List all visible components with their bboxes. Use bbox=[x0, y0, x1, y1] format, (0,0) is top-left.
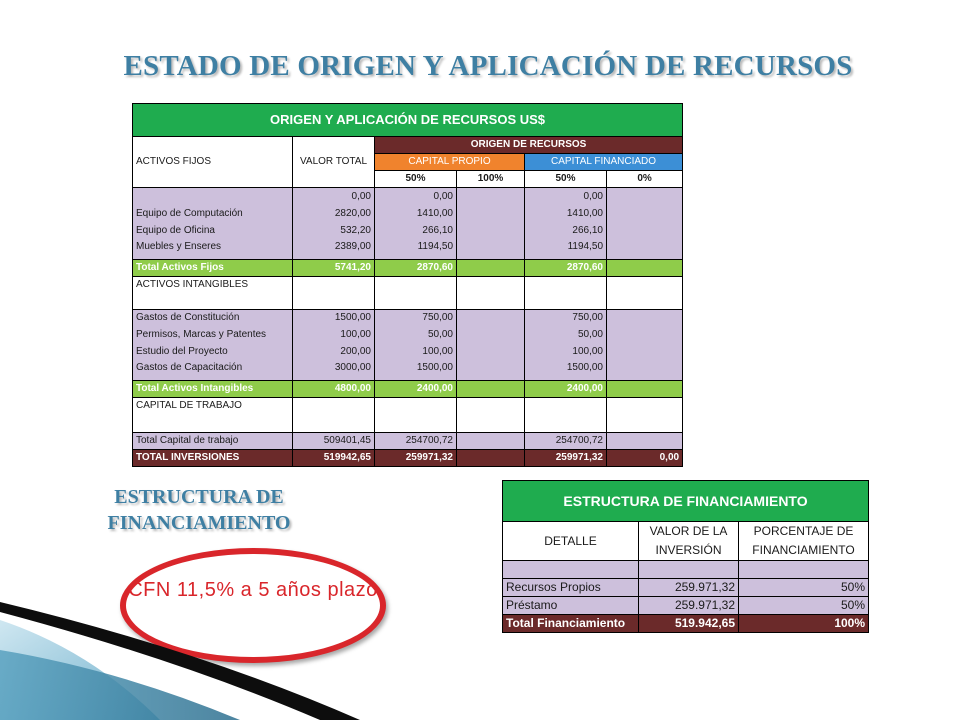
pct-financiado-0: 0% bbox=[607, 171, 683, 188]
total-activos-intangibles-valor: 4800,00 bbox=[293, 381, 375, 398]
activos-fijos-financiado: 0,00 1410,00 266,10 1194,50 bbox=[525, 188, 607, 260]
fin-row-porcentaje: 50% bbox=[739, 597, 869, 615]
total-activos-intangibles-financiado: 2400,00 bbox=[525, 381, 607, 398]
empty-cell bbox=[525, 277, 607, 310]
empty-cell bbox=[607, 277, 683, 310]
header-valor-total: VALOR TOTAL bbox=[293, 137, 375, 188]
empty-cell bbox=[457, 433, 525, 450]
activos-fijos-propio: 0,00 1410,00 266,10 1194,50 bbox=[375, 188, 457, 260]
capital-trabajo-header: CAPITAL DE TRABAJO bbox=[133, 398, 293, 433]
fin-row-valor: 259.971,32 bbox=[639, 579, 739, 597]
total-activos-fijos-label: Total Activos Fijos bbox=[133, 260, 293, 277]
fin-total-detalle: Total Financiamiento bbox=[503, 615, 639, 633]
total-inversiones-label: TOTAL INVERSIONES bbox=[133, 450, 293, 467]
empty-cell bbox=[293, 398, 375, 433]
activos-intangibles-header: ACTIVOS INTANGIBLES bbox=[133, 277, 293, 310]
activos-intangibles-valor: 1500,00 100,00 200,00 3000,00 bbox=[293, 310, 375, 381]
activos-intangibles-propio: 750,00 50,00 100,00 1500,00 bbox=[375, 310, 457, 381]
fin-row-valor: 259.971,32 bbox=[639, 597, 739, 615]
total-activos-intangibles-propio: 2400,00 bbox=[375, 381, 457, 398]
header-capital-propio: CAPITAL PROPIO bbox=[375, 154, 525, 171]
fin-header-valor: VALOR DE LA INVERSIÓN bbox=[639, 522, 739, 561]
empty-cell bbox=[457, 277, 525, 310]
pct-propio-100: 100% bbox=[457, 171, 525, 188]
corner-decoration bbox=[0, 590, 380, 720]
total-activos-fijos-financiado: 2870,60 bbox=[525, 260, 607, 277]
total-capital-trabajo-valor: 509401,45 bbox=[293, 433, 375, 450]
empty-cell bbox=[525, 398, 607, 433]
empty-cell bbox=[639, 561, 739, 579]
header-origen-recursos: ORIGEN DE RECURSOS bbox=[375, 137, 683, 154]
total-capital-trabajo-propio: 254700,72 bbox=[375, 433, 457, 450]
empty-cell bbox=[607, 381, 683, 398]
total-capital-trabajo-financiado: 254700,72 bbox=[525, 433, 607, 450]
empty-cell bbox=[293, 277, 375, 310]
table-row bbox=[503, 579, 869, 597]
fin-row-detalle: Préstamo bbox=[503, 597, 639, 615]
fin-row-detalle: Recursos Propios bbox=[503, 579, 639, 597]
total-inversiones-valor: 519942,65 bbox=[293, 450, 375, 467]
table-title: ORIGEN Y APLICACIÓN DE RECURSOS US$ bbox=[133, 104, 683, 137]
fin-total-valor: 519.942,65 bbox=[639, 615, 739, 633]
total-activos-intangibles-label: Total Activos Intangibles bbox=[133, 381, 293, 398]
header-activos-fijos: ACTIVOS FIJOS bbox=[133, 137, 293, 188]
empty-cell bbox=[607, 398, 683, 433]
fin-total-porcentaje: 100% bbox=[739, 615, 869, 633]
empty-cell bbox=[503, 561, 639, 579]
origen-aplicacion-table bbox=[132, 103, 683, 467]
empty-cell bbox=[739, 561, 869, 579]
table-row bbox=[503, 597, 869, 615]
empty-cell bbox=[457, 450, 525, 467]
empty-cell bbox=[457, 381, 525, 398]
total-activos-fijos-valor: 5741,20 bbox=[293, 260, 375, 277]
header-capital-financiado: CAPITAL FINANCIADO bbox=[525, 154, 683, 171]
total-inversiones-financiado: 259971,32 bbox=[525, 450, 607, 467]
fin-row-porcentaje: 50% bbox=[739, 579, 869, 597]
total-inversiones-financiado-0: 0,00 bbox=[607, 450, 683, 467]
empty-cell bbox=[607, 260, 683, 277]
activos-intangibles-labels: Gastos de Constitución Permisos, Marcas y Patentes Estudio del Proyecto Gastos de Capacitación bbox=[133, 310, 293, 381]
slide-title: ESTADO DE ORIGEN Y APLICACIÓN DE RECURSOS bbox=[123, 50, 853, 82]
total-capital-trabajo-label: Total Capital de trabajo bbox=[133, 433, 293, 450]
empty-cell bbox=[607, 310, 683, 381]
fin-header-detalle: DETALLE bbox=[503, 522, 639, 561]
activos-fijos-valor: 0,00 2820,00 532,20 2389,00 bbox=[293, 188, 375, 260]
activos-fijos-propio-100 bbox=[457, 188, 525, 260]
total-activos-fijos-propio: 2870,60 bbox=[375, 260, 457, 277]
pct-propio-50: 50% bbox=[375, 171, 457, 188]
activos-intangibles-financiado: 750,00 50,00 100,00 1500,00 bbox=[525, 310, 607, 381]
empty-cell bbox=[457, 398, 525, 433]
empty-cell bbox=[607, 433, 683, 450]
fin-header-porcentaje: PORCENTAJE DE FINANCIAMIENTO bbox=[739, 522, 869, 561]
estructura-financiamiento-subtitle: ESTRUCTURA DE FINANCIAMIENTO bbox=[107, 486, 291, 534]
empty-cell bbox=[375, 277, 457, 310]
estructura-financiamiento-table bbox=[502, 480, 869, 633]
empty-cell bbox=[457, 260, 525, 277]
empty-cell bbox=[457, 310, 525, 381]
pct-financiado-50: 50% bbox=[525, 171, 607, 188]
empty-cell bbox=[375, 398, 457, 433]
total-inversiones-propio: 259971,32 bbox=[375, 450, 457, 467]
activos-fijos-financiado-0 bbox=[607, 188, 683, 260]
fin-table-title: ESTRUCTURA DE FINANCIAMIENTO bbox=[503, 481, 869, 522]
activos-fijos-labels: Equipo de Computación Equipo de Oficina Muebles y Enseres bbox=[133, 188, 293, 260]
callout-text: CFN 11,5% a 5 años plazo bbox=[128, 579, 378, 601]
